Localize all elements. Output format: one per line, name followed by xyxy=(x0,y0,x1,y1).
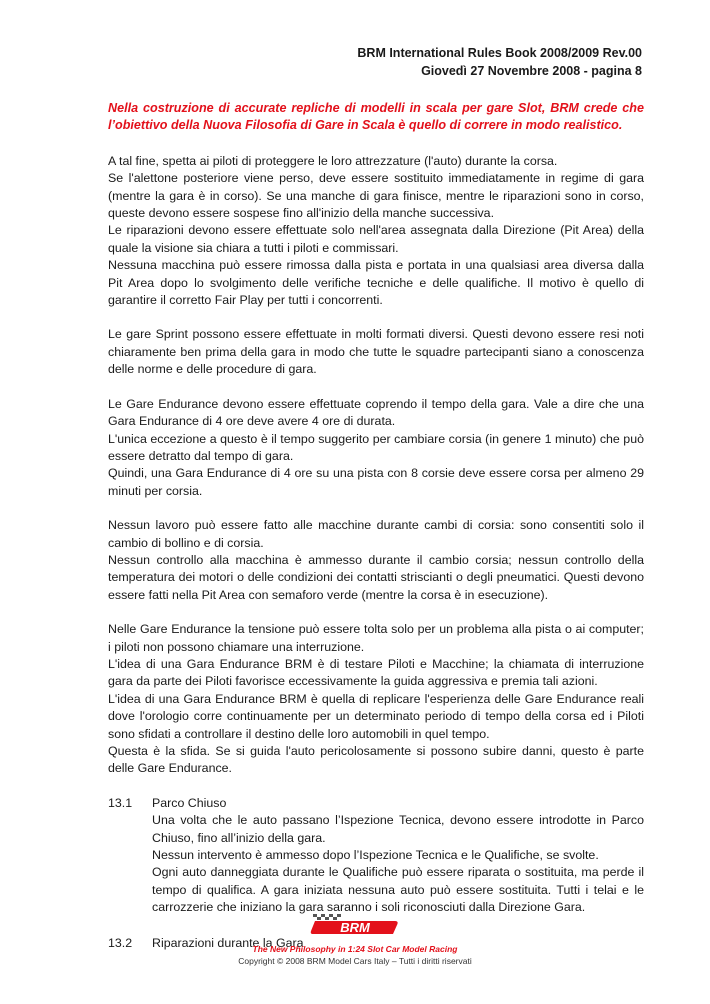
footer-tagline: The New Philosophy in 1:24 Slot Car Model Racing xyxy=(252,944,458,954)
logo-text: BRM xyxy=(340,920,370,935)
paragraph: Nelle Gare Endurance la tensione può essere tolta solo per un problema alla pista o ai computer; i piloti non possono chiamare una interruzione. xyxy=(108,622,644,654)
header-date-page: Giovedì 27 Novembre 2008 - pagina 8 xyxy=(421,64,642,78)
paragraph: L'idea di una Gara Endurance BRM è di testare Piloti e Macchine; la chiamata di interruzione gara da parte dei Piloti favorisce eccessivamente la guida aggressiva e premia tali azioni. xyxy=(108,656,644,689)
page-footer xyxy=(0,912,710,966)
paragraph: Le Gare Endurance devono essere effettuate coprendo il tempo della gara. Vale a dire che una Gara Endurance di 4 ore deve avere 4 ore di durata. xyxy=(108,396,644,429)
paragraph-block-5 xyxy=(108,621,644,778)
section-13-1 xyxy=(108,795,644,917)
page-header xyxy=(357,44,642,80)
paragraph-block-2 xyxy=(108,326,644,378)
paragraph: Ogni auto danneggiata durante le Qualifiche può essere riparata o sostituita, ma perde il tempo di qualifica. A gara iniziata nessuna auto può essere sostituita. Tutti i telai e le carrozzerie che iniziano la gara saranno i soli riconosciuti dalla Direzione Gara. xyxy=(152,865,644,915)
paragraph: Nessuna macchina può essere rimossa dalla pista e portata in una qualsiasi area diversa dalla Pit Area dopo lo svolgimento delle verifiche tecniche e delle qualifiche. Il motivo è quello di garantire il corretto Fair Play per tutti i concorrenti. xyxy=(108,258,644,308)
paragraph: Se l'alettone posteriore viene perso, deve essere sostituito immediatamente in regime di gara (mentre la gara è in corso). Se una manche di gara finisce, mentre le riparazioni sono in corso, queste devono essere sospese fino all'inizio della manche successiva. xyxy=(108,171,644,221)
brm-logo xyxy=(309,912,401,936)
paragraph: Le riparazioni devono essere effettuate solo nell'area assegnata dalla Direzione (Pit Area) della quale la visione sia chiara a tutti i piloti e commissari. xyxy=(108,223,644,255)
section-number: 13.2 xyxy=(108,935,133,950)
paragraph: Nessun lavoro può essere fatto alle macchine durante cambi di corsia: sono consentiti solo il cambio di bollino e di corsia. xyxy=(108,518,644,550)
paragraph: Questa è la sfida. Se si guida l'auto pericolosamente si possono subire danni, questo è parte delle Gare Endurance. xyxy=(108,744,644,776)
paragraph-block-1 xyxy=(108,153,644,310)
section-number: 13.1 xyxy=(108,795,133,810)
paragraph: Quindi, una Gara Endurance di 4 ore su una pista con 8 corsie deve essere corsa per almeno 29 minuti per corsia. xyxy=(108,466,644,498)
paragraph: L'unica eccezione a questo è il tempo suggerito per cambiare corsia (in genere 1 minuto) che può essere detratto dal tempo di gara. xyxy=(108,431,644,463)
paragraph: Nessun controllo alla macchina è ammesso durante il cambio corsia; nessun controllo della temperatura dei motori o delle condizioni dei contatti striscianti o degli pneumatici. Questi devono essere fatti nella Pit Area con semaforo verde (mentre la corsa è in esecuzione). xyxy=(108,552,644,602)
header-title: BRM International Rules Book 2008/2009 Rev.00 xyxy=(357,46,642,60)
document-body xyxy=(108,100,644,952)
section-title: Riparazioni durante la Gara xyxy=(152,935,304,950)
paragraph-block-4 xyxy=(108,517,644,604)
footer-copyright: Copyright © 2008 BRM Model Cars Italy – Tutti i diritti riservati xyxy=(238,956,472,966)
paragraph-block-3 xyxy=(108,396,644,500)
intro-paragraph: Nella costruzione di accurate repliche di modelli in scala per gare Slot, BRM crede che l’obiettivo della Nuova Filosofia di Gare in Scala è quello di correre in modo realistico. xyxy=(108,101,644,133)
paragraph: Una volta che le auto passano l’Ispezione Tecnica, devono essere introdotte in Parco Chiuso, fino all’inizio della gara. xyxy=(152,813,644,845)
paragraph: L'idea di una Gara Endurance BRM è quella di replicare l'esperienza delle Gare Endurance reali dove l'orologio corre continuamente per un determinato periodo di tempo della corsa ed i Piloti sono sfidati a controllare il destino delle loro automobili in quel tempo. xyxy=(108,691,644,741)
paragraph: Le gare Sprint possono essere effettuate in molti formati diversi. Questi devono essere resi noti chiaramente ben prima della gara in modo che tutte le squadre partecipanti siano a conoscenza delle norme e delle procedure di gara. xyxy=(108,327,644,377)
paragraph: A tal fine, spetta ai piloti di proteggere le loro attrezzature (l'auto) durante la corsa. xyxy=(108,153,558,168)
section-title: Parco Chiuso xyxy=(152,795,227,810)
paragraph: Nessun intervento è ammesso dopo l’Ispezione Tecnica e le Qualifiche, se svolte. xyxy=(152,848,599,863)
